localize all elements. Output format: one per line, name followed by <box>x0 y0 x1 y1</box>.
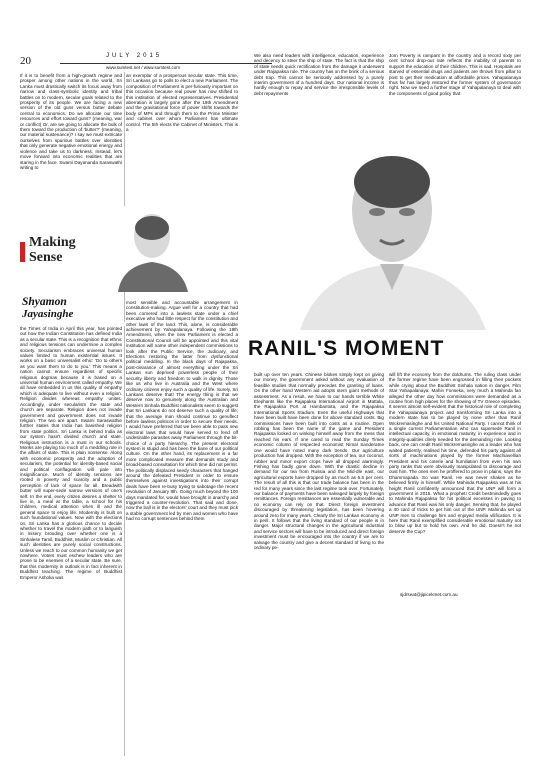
brand-line1: Making <box>29 235 76 250</box>
col3-bottom-text: built up over ten years. Chinese blokes simply kept on giving our money, the government asked without any evaluation of feasible studies that normally precedes the granting of loans. On the other hand Western aid adopts stern giant methods of assessment. As a result, we have to our hands terrible White Elephants like the Rajapaksa International Airport in Mattala, the Rajapaksa Port at Hambantota, and the Rajapaksa International Sports Stadium. Even the useful Highways that have been built have been done for above standard costs. Big commissions have been built into costs as a routine. Open robbing has been the name of the game and President Rajapaksa looked on winking himself away from the mess that reached his ears. If one cared to read the Sunday Times economic column of respected economist Nimal Sanderatne one would have noted many dark trends. Our agriculture production has dropped. With the exception of tea, our coconut, rubber and minor export crops have all dropped alarmingly. Fishing has badly gone down. With the drastic decline in demand for our tea from Russia and the Mid-dle east, our agricultural exports have dropped by as much as 6.5 per cent. The result of all this is that our trade balance has been in the red for many years since the last regime took over. Fortunately, our balance of payments have been salvaged largely by foreign remittances. Foreign remittances are essentially vulnerable and no economy can rely on that. Direct foreign investment discouraged by threatening legislation, has been hovering around zero for many years. Clearly the Sri Lankan economy is in peril. It follows that the living standard of our people is in danger. Major structural changes in the agricultural industrial and service sectors will have to be introduced and direct foreign investment must be encouraged into the country if we are to salvage the country and give a decent standard of living to the ordinary pe- <box>254 372 384 550</box>
author-last-name: Jayasinghe <box>22 308 74 320</box>
ranil-photo <box>240 130 532 330</box>
col1-top-text: If it is to benefit from a high-growth regime and prosper among other nations in the world, Sri Lanka must drastically switch its focus away from narrow and class-symbolic identity and tribal battles on to modern, secular goals related to the prosperity of its people. We are facing a new version of the old guns versus butter debate central to economics. Do we allocate our time resources and effort toward guns? (meaning, war or conflict) Or, are we going to allocate the bulk of them toward the production of 'butter?' (meaning, our material sustenance)? I say we must extricate ourselves from spurious battles over identities that only generate negative emotional energy and violence and take us to darkness. Instead, let's move forward into economic realities that are staring in the face. Swami Dayananda Saraswathi writing to <box>20 73 122 170</box>
col2-top-text: an exemplar of a prosperous secular state. This time, Sri Lankans go to polls to elect a new Parliament. The composition of Parliament is per-furiously important on this occasion because real power has now shifted to this institution of elected representatives. Presidential aberration is largely gone after the 19th Amendment and the gravitational force of power shifts towards the body of MPs and through them to the Prime Minister and cabinet over whom Parliament has ultimate control. The 5th elects the Cabinet of Ministers. This is a <box>126 73 238 133</box>
author-first-name: Shyamon <box>22 296 67 308</box>
header-url: www.sumtest.net / www.sumtest.com <box>106 65 181 70</box>
brand-bar <box>20 242 25 262</box>
author-email: sjdrseat@jipicekmet.com.au <box>400 592 458 597</box>
brand-line2: Sense <box>29 250 63 265</box>
issue-month: JULY 2015 <box>106 53 163 59</box>
col3-top-text: We also need leaders with intelligence, education, experience and decency to steer the ship of state. The fact is that the ship of state needs quick rectification from the damage it underwent under Rajapaksa rule. The country has on the brink of a serious debt trap. This cannot be seriously addressed by a purely interim government of a hundred days. Our national income is hardly enough to repay and service the irresponsible levels of debt repayments <box>254 53 384 96</box>
col4-top-text: Jom Poverty is rampant in the country and a record sixty per cent school drop-out rate reflects the inability of parents to support the education of their children. This is sad. Hospitals are starved of essential drugs and patients are thrown from pillar to post to get their medication at affordable prices. Yahapalanaya thus far has largely restored the former system of governance right. Now we need a further stage of Yahapalanaya to deal with the components of good policy that <box>389 53 521 96</box>
page-number: 20 <box>20 55 31 67</box>
column-brand <box>20 234 102 298</box>
author-portrait <box>108 206 192 292</box>
col1-bottom-text: the Times of India in April this year, has pointed out how the Indian Constitution has defined India as a secular state. This is a recognition that ethnic and religious tensions can undermine a complex society. Secularism embraces universal human values limited to human existential issues. It works on a basic universalist ethic: 'Do to others as you want them to do to you.' This means a nation cannot ensure regardless of specific religious dogmas because it is based on a universal human environment called empathy. We all have embedded in us this quality of empathy which is adequate to live without even a religion. Religion divides whereas empathy unites. Accordingly, under secularism the state and church are separate. Religion does not invade government and government does not invade religion. The two are apart. Swami Saraswathie further states that India has banished religion from state politics. Sri Lanka is behind India as our system hasn't divided church and state. Religious instruction is a must in our schools. Monks are playing too much of a meddling role in the affairs of state. This is plain nonsense. Along with economic prosperity and the adoption of secularism, the potential for identity-based social and political conflagration will pale into insignificance. Much of identity tensions are rooted in poverty and scarcity and a public perception of lack of space for all. Breadwith butter will super-sede narrow versions of one's self. In the end, every citizen desires a shelter to live in, a meal at the table, a school for his children, medical attention when ill and the general space to enjoy life. Modernity is built on such foundational values. Now with the elections on, Sri Lanka has a glorious chance to decide whether to travel the modern path or to languish in misery brooding over whether one is a Sinhalese Tamil, Buddhist, Muslim or Christian. All such identities are purely social constructions. Unless we reach to our common humanity we get nowhere. Voters must eschew leaders who are prone to be enemies of a secular state. Be sure, that this modernity in outlook is in fact inherent in Buddhist teaching. The regime of Buddhist Emperor Ashoka was <box>20 326 122 580</box>
col2-bottom-text: most sensible and accountable arrangement in constitution-making. Argue well for a country that had been cornered into a lawless state under a chief executive who had little respect for the constitution and other laws of the land. This, alone, is considerable achievement by Yahapalanaya. Following the 19th Amendment, when the new Parliament is elected a Constitutional Council will be appointed and this vital institution will name other independent commissions to look after the Public Service, the Judiciary, and Elections restoring the latter from dysfunctional political meddling. In the black days of Rajapaksa, post-clearance of almost everything under the Sri Lankan sun deprived powerless people of their security liberty and freedom to walk in dignity. Those like us who live in Australia and the West where ordinary citizens enjoy such a quality of life. Surely, Sri Lankans deserve that! The energy thing is that we deserve now to genuinely along the Australian and Western Sinhala Buddhist nationalists seem to suggest that Sri Lankans do not deserve such a quality of life; that the average man should continue to genuflect before lawless politicos in order to secure their needs. I would have preferred that we been able to pass new electoral laws that would have served to fend off undesirable parasites away Parliament through the bit-choice of a party hierarchy. The present electoral system is stupid and has been the bane of our political culture. On the other hand, its replacement is a far more complicated measure that demands study and broad-based consultation for which time did not permit. The politically displaced seedy characters that hanged around the defeated President in order to ensure themselves against investigations into their corrupt deals have been re-busy trying to sabotage the recent revolution of January 8th. Going much beyond the 100 days mandated for, would have brought in anarchy and triggered a counter-revolution. That said and done, now the ball is in the electors' court and they must pick a stable government led by men and women who have had no corrupt sentences behind them <box>126 300 238 522</box>
article-headline: RANIL'S MOMENT <box>248 337 445 360</box>
col4-bottom-text: will lift the economy from the doldrums. The ruling class under the former regime have been engrossed in filling their pockets while crying about the Buddhist Sinhala nation in danger. Film Star Yahapalanaya: Mahin Fonseka, very much a Mahinda fan alleged the other day how commissions were demanded as a routine from high places for the showing of TV Greece episodes. It seems almost self-evident that the historical role of completing the Yahapalanaya project and transforming Sri Lanka into a modern state has to be played by none other than Ranil Wickremasinghe and his United National Party. I cannot think of a single current Parliamentarian who can supersede Ranil in intellectual capacity, in emotional maturity, in experience and in integrity-qualities direly needed for the demanding role. Looking back, one can credit Ranil Wickremasinghe as a leader who has waited patiently, realised his time, defended his party against all sorts of machinations played by the former Machiavellian President and his coterie and humiliation from even his own party ranks that were obviously manipulated to discourage and oust him. The ones men he proffered to prove in plains, says the Dhammapada. So was Ranil. He was never shaken as he believed firmly in himself. While Mahinda Rajapaksa was at his height Ranil confidently announced that the UNP will form a government in 2015. What a prophet! Credit bestmindedly goes to Mahinda Rajapaksa for his political excesses in paving to advance that Ranil was his only danger. Sensing that, he played a 40 card of tricks to get him out of the UNP. Mahinda set up UNP men to challenge him and enjoyed media vilification. It is here that Ranil exemplified considerable emotional maturity not to blow up but to hold his own. And he did. Doesn't he not deserve the Cup? <box>389 372 521 534</box>
author-byline <box>22 296 118 320</box>
header-rule <box>60 63 272 64</box>
column-divider <box>124 326 125 756</box>
